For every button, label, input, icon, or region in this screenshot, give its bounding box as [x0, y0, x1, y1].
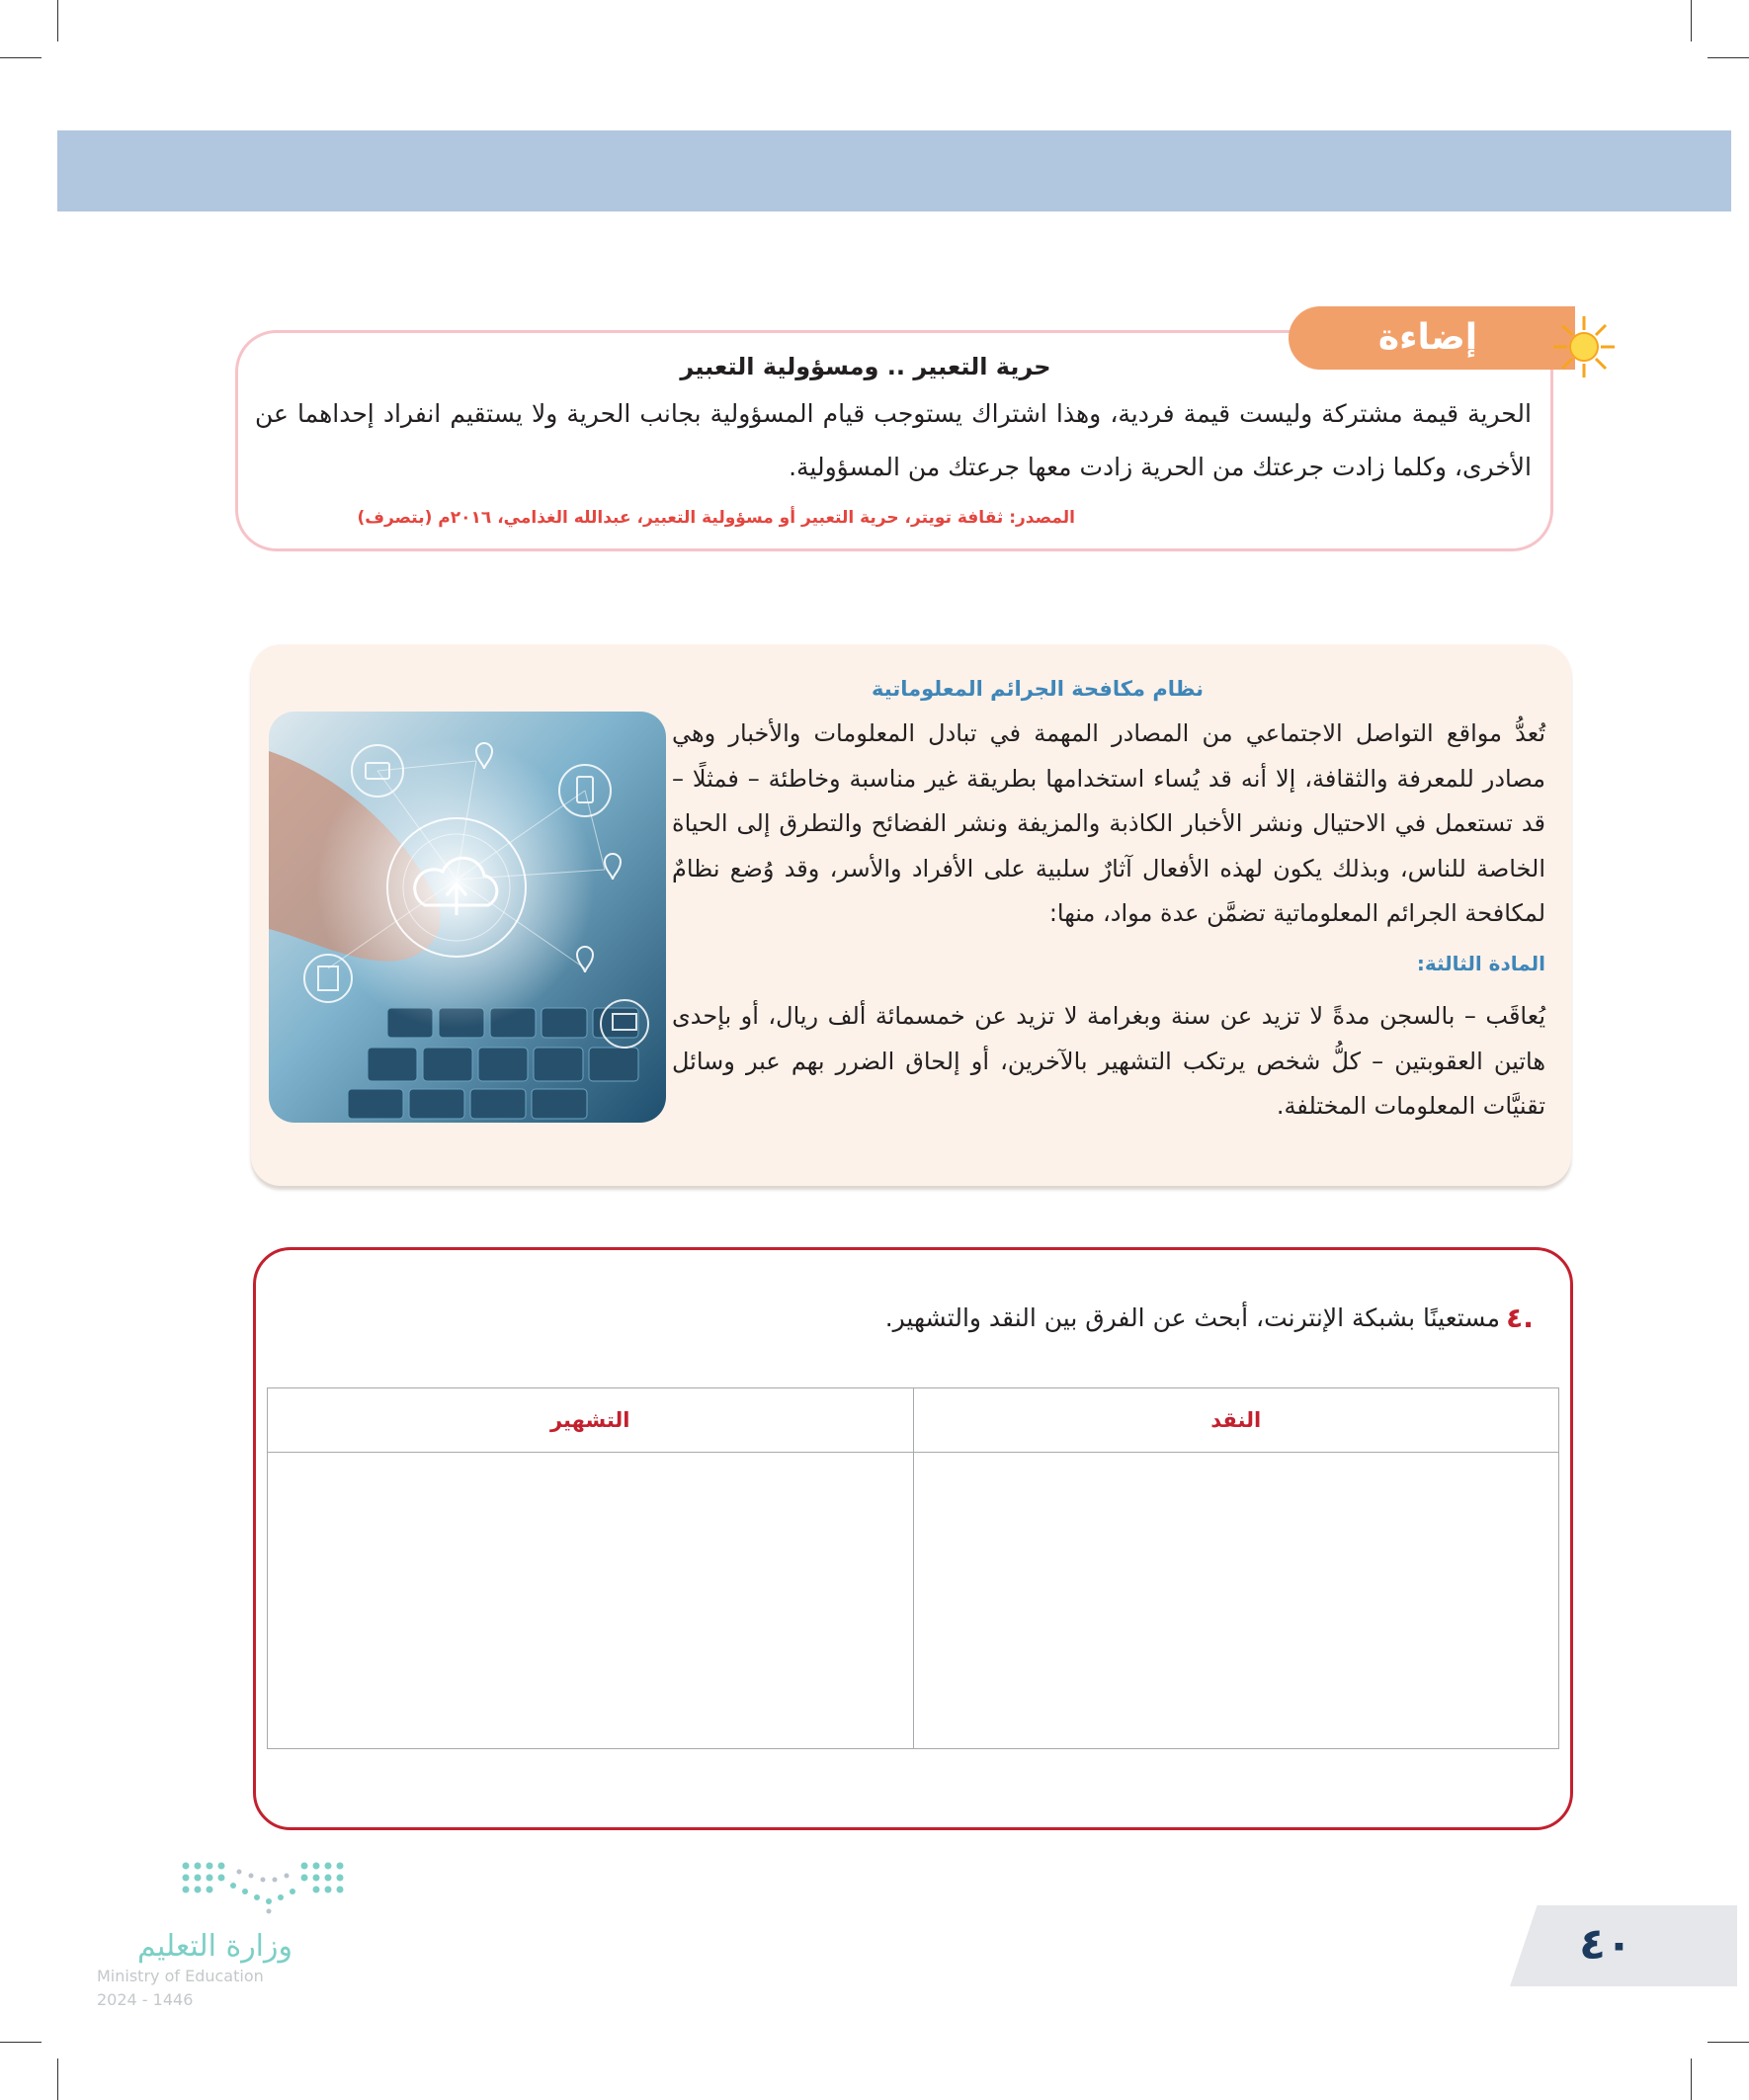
question-text: مستعينًا بشبكة الإنترنت، أبحث عن الفرق بين النقد والتشهير.	[884, 1303, 1500, 1332]
article-label: المادة الثالثة:	[1416, 952, 1545, 975]
cloud-network-keyboard-image	[269, 712, 666, 1123]
article-text: يُعاقَب – بالسجن مدةً لا تزيد عن سنة وبغرامة لا تزيد عن خمسمائة ألف ريال، أو بإحدى هاتين العقوبتين – كلُّ شخص يرتكب التشهير بالآخرين، أو إلحاق الضرر بهم عبر وسائل تقنيَّات المعلومات المختلفة.	[672, 1002, 1545, 1120]
crop-mark	[57, 2058, 58, 2100]
cyber-law-title: نظام مكافحة الجرائم المعلوماتية	[872, 677, 1204, 701]
ministry-name-en: Ministry of Education	[97, 1967, 264, 1985]
crop-mark	[1691, 0, 1692, 42]
header-band	[57, 130, 1731, 211]
crop-mark	[1691, 2058, 1692, 2100]
edition-year: 2024 - 1446	[97, 1990, 194, 2009]
crop-mark	[0, 57, 42, 58]
ministry-name-ar: وزارة التعليم	[136, 1929, 292, 1964]
page-number: ٤٠	[1579, 1919, 1632, 1970]
idaa-text: الحرية قيمة مشتركة وليست قيمة فردية، وهذا اشتراك يستوجب قيام المسؤولية بجانب الحرية ولا يستقيم انفراد إحداهما عن الأخرى، وكلما زادت جرعتك من الحرية زادت معها جرعتك من المسؤولية.	[255, 399, 1532, 481]
sun-icon	[1549, 312, 1619, 381]
table-row	[268, 1453, 1559, 1749]
answer-cell-criticism[interactable]	[913, 1453, 1559, 1749]
idaa-tab-label: إضاءة	[1377, 317, 1478, 358]
crop-mark	[57, 0, 58, 42]
compare-table	[267, 1387, 1559, 1749]
answer-cell-defamation[interactable]	[268, 1453, 914, 1749]
column-header-defamation: التشهير	[268, 1388, 914, 1453]
question-number: ٤.	[1506, 1302, 1534, 1334]
crop-mark	[0, 2042, 42, 2043]
column-header-criticism: النقد	[913, 1388, 1559, 1453]
idaa-title: حرية التعبير .. ومسؤولية التعبير	[680, 353, 1051, 380]
ministry-logo-icon	[178, 1858, 352, 1917]
cyber-law-text: تُعدُّ مواقع التواصل الاجتماعي من المصادر المهمة في تبادل المعلومات والأخبار وهي مصادر للمعرفة والثقافة، إلا أنه قد يُساء استخدامها بطريقة غير مناسبة وخاطئة – فمثلًا – قد تستعمل في الاحتيال ونشر الأخبار الكاذبة والمزيفة ونشر الفضائح والتطرق إلى الحياة الخاصة للناس، وبذلك يكون لهذه الأفعال آثارٌ سلبية على الأفراد والأسر، وقد وُضع نظامٌ لمكافحة الجرائم المعلوماتية تضمَّن عدة مواد، منها:	[672, 719, 1545, 927]
crop-mark	[1707, 57, 1749, 58]
idaa-source: المصدر: ثقافة تويتر، حرية التعبير أو مسؤولية التعبير، عبدالله الغذامي، ٢٠١٦م (بتصرف)	[357, 508, 1075, 528]
table-header-row	[268, 1388, 1559, 1453]
crop-mark	[1707, 2042, 1749, 2043]
